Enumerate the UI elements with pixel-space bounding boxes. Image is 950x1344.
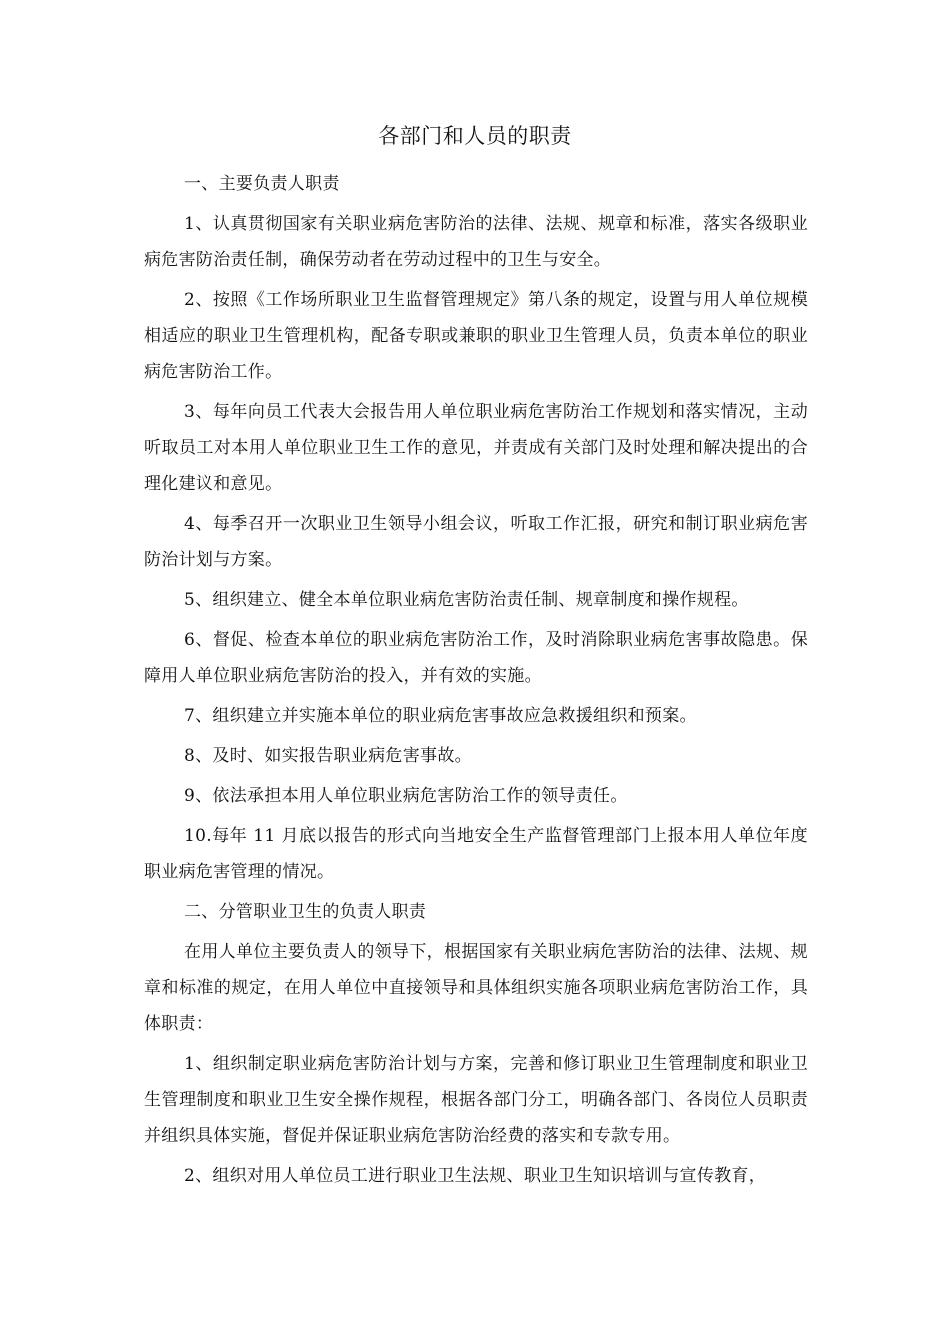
paragraph: 10.每年 11 月底以报告的形式向当地安全生产监督管理部门上报本用人单位年度职业病危害管理的情况。 — [144, 826, 808, 882]
paragraph: 9、依法承担本用人单位职业病危害防治工作的领导责任。 — [184, 786, 628, 806]
section-heading: 一、主要负责人职责 — [184, 174, 340, 194]
paragraph: 1、组织制定职业病危害防治计划与方案，完善和修订职业卫生管理制度和职业卫生管理制度和职业卫生安全操作规程，根据各部门分工，明确各部门、各岗位人员职责并组织具体实施，督促并保证职业病危害防治经费的落实和专款专用。 — [144, 1054, 808, 1146]
paragraph: 6、督促、检查本单位的职业病危害防治工作，及时消除职业病危害事故隐患。保障用人单位职业病危害防治的投入，并有效的实施。 — [144, 630, 808, 686]
paragraph: 5、组织建立、健全本单位职业病危害防治责任制、规章制度和操作规程。 — [184, 590, 749, 610]
paragraph: 在用人单位主要负责人的领导下，根据国家有关职业病危害防治的法律、法规、规章和标准的规定，在用人单位中直接领导和具体组织实施各项职业病危害防治工作，具体职责： — [144, 942, 808, 1034]
document-body — [144, 166, 808, 1198]
paragraph: 3、每年向员工代表大会报告用人单位职业病危害防治工作规划和落实情况，主动听取员工对本用人单位职业卫生工作的意见，并责成有关部门及时处理和解决提出的合理化建议和意见。 — [144, 402, 808, 494]
paragraph: 2、组织对用人单位员工进行职业卫生法规、职业卫生知识培训与宣传教育， — [184, 1166, 767, 1186]
paragraph: 8、及时、如实报告职业病危害事故。 — [184, 746, 472, 766]
paragraph: 7、组织建立并实施本单位的职业病危害事故应急救援组织和预案。 — [184, 706, 697, 726]
document-title: 各部门和人员的职责 — [378, 124, 572, 148]
paragraph: 4、每季召开一次职业卫生领导小组会议，听取工作汇报，研究和制订职业病危害防治计划与方案。 — [144, 514, 808, 570]
section-heading: 二、分管职业卫生的负责人职责 — [184, 902, 427, 922]
paragraph: 2、按照《工作场所职业卫生监督管理规定》第八条的规定，设置与用人单位规模相适应的职业卫生管理机构，配备专职或兼职的职业卫生管理人员，负责本单位的职业病危害防治工作。 — [144, 290, 808, 382]
paragraph: 1、认真贯彻国家有关职业病危害防治的法律、法规、规章和标准，落实各级职业病危害防治责任制，确保劳动者在劳动过程中的卫生与安全。 — [144, 214, 808, 270]
